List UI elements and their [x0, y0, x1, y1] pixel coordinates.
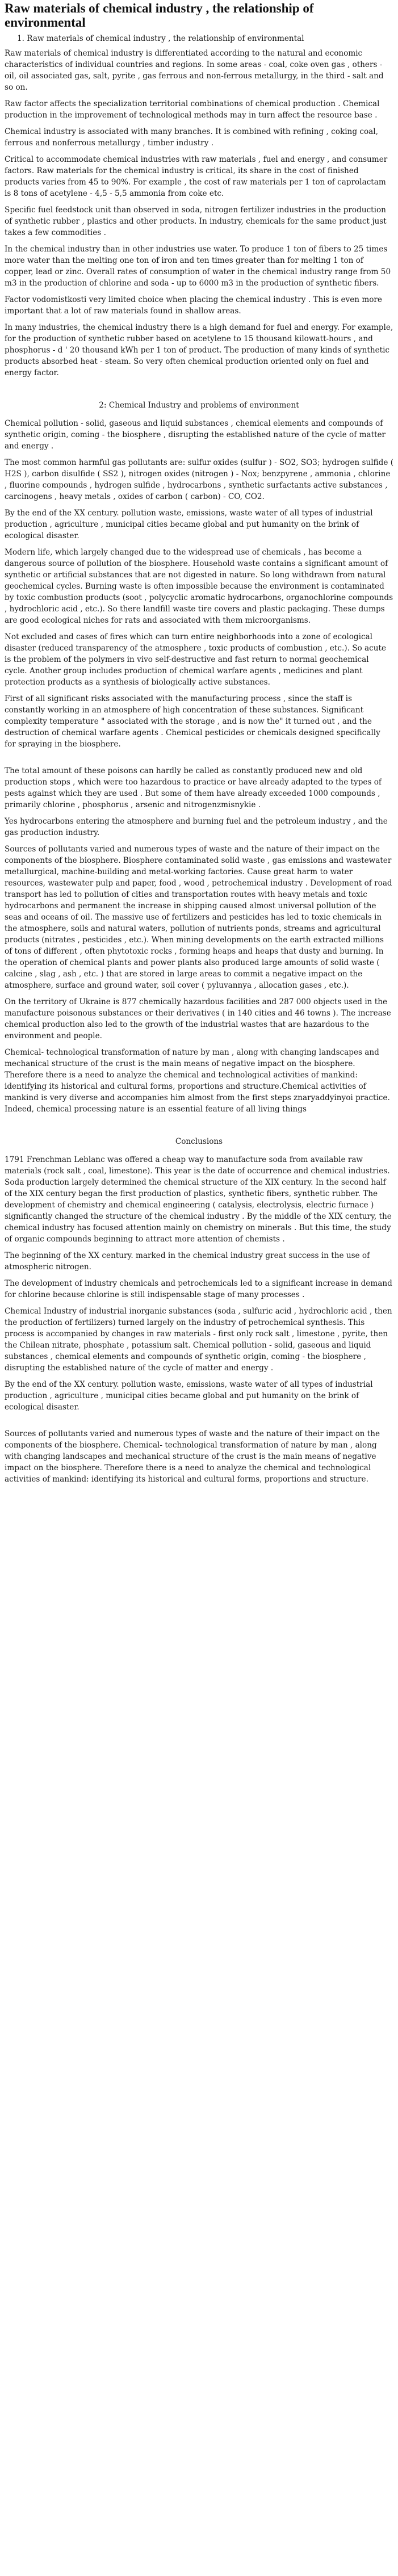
- paragraph: Sources of pollutants varied and numerous types of waste and the nature of their impact on the components of the biosphere. Biosphere contaminated solid waste , gas emissions and wastewater metallurgical, machine-building and metal-working factories. Cause great harm to water resources, wastewater pulp and paper, food , wood , petrochemical industry . Development of road transport has led to pollution of cities and transportation routes with heavy metals and toxic hydrocarbons and permanent the increase in shipping caused almost universal pollution of the seas and oceans of oil. The massive use of fertilizers and pesticides has led to toxic chemicals in the atmosphere, soils and natural waters, pollution of nutrients ponds, streams and agricultural products (nitrates , pesticides , etc.). When mining developments on the earth extracted millions of tons of different , often phytotoxic rocks , forming heaps and heaps that dusty and burning. In the operation of chemical plants and power plants also produced large amounts of solid waste ( calcine , slag , ash , etc. ) that are stored in large areas to commit a negative impact on the atmosphere, surface and ground water, soil cover ( pyluvannya , allocation gases , etc.).: [5, 845, 392, 990]
- paragraph: Critical to accommodate chemical industries with raw materials , fuel and energy , and consumer factors. Raw materials for the chemical industry is critical, its share in the cost of finished products varies from 45 to 90%. For example , the cost of raw materials per 1 ton of caprolactam is 8 tons of acetylene - 4,5 - 5,5 ammonia from coke etc.: [5, 155, 388, 198]
- paragraph: Sources of pollutants varied and numerous types of waste and the nature of their impact on the components of the biosphere. Chemical- technological transformation of nature by man , along with changing landscapes and mechanical structure of the crust is the main means of negative impact on the biosphere. Therefore there is a need to analyze the chemical and technological activities of mankind: identifying its historical and cultural forms, proportions and structure.: [5, 1429, 380, 1484]
- paragraph: The beginning of the XX century. marked in the chemical industry great success in the use of atmospheric nitrogen.: [5, 1251, 370, 1272]
- section-1: [5, 48, 393, 379]
- paragraph: Chemical Industry of industrial inorganic substances (soda , sulfuric acid , hydrochloric acid , then the production of fertilizers) turned largely on the industry of petrochemical synthesis. This process is accompanied by changes in raw materials - first only rock salt , limestone , pyrite, then the Chilean nitrate, phosphate , potassium salt. Chemical pollution - solid, gaseous and liquid substances , chemical elements and compounds of synthetic origin, coming - the biosphere , disrupting the established nature of the cycle of matter and energy .: [5, 1307, 392, 1373]
- article: [0, 1, 398, 1485]
- paragraph: On the territory of Ukraine is 877 chemically hazardous facilities and 287 000 objects used in the manufacture poisonous substances or their derivatives ( in 140 cities and 46 towns ). The increase chemical production also led to the growth of the industrial wastes that are hazardous to the environment and people.: [5, 997, 391, 1041]
- paragraph: The development of industry chemicals and petrochemicals led to a significant increase in demand for chlorine because chlorine is still indispensable stage of many processes .: [5, 1279, 392, 1299]
- paragraph: The most common harmful gas pollutants are: sulfur oxides (sulfur ) - SO2, SO3; hydrogen sulfide ( H2S ), carbon disulfide ( SS2 ), nitrogen oxides (nitrogen ) - Nox; benzpyrene , ammonia , chlorine , fluorine compounds , hydrogen sulfide , hydrocarbons , synthetic surfactants active substances , carcinogens , heavy metals , oxides of carbon ( carbon) - CO, CO2.: [5, 458, 393, 501]
- section-2-title: 2: Chemical Industry and problems of environment: [99, 401, 299, 410]
- paragraph: By the end of the XX century. pollution waste, emissions, waste water of all types of industrial production , agriculture , municipal cities became global and put humanity on the brink of ecological disaster.: [5, 1380, 373, 1412]
- paragraph: In the chemical industry than in other industries use water. To produce 1 ton of fibers to 25 times more water than the melting one ton of iron and ten times greater than for melting 1 ton of copper, lead or zinc. Overall rates of consumption of water in the chemical industry range from 50 m3 in the production of chlorine and soda - up to 6000 m3 in the production of synthetic fibers.: [5, 245, 391, 288]
- paragraph: Not excluded and cases of fires which can turn entire neighborhoods into a zone of ecological disaster (reduced transparency of the atmosphere , toxic products of combustion , etc.). So acute is the problem of the polymers in vivo self-destructive and fast return to normal geochemical cycle. Another group includes production of chemical warfare agents , medicines and plant protection products as a synthesis of biologically active substances.: [5, 632, 387, 687]
- toc-item-1: 1. Raw materials of chemical industry , the relationship of environmental: [17, 34, 304, 43]
- paragraph: Raw materials of chemical industry is differentiated according to the natural and economic characteristics of individual countries and regions. In some areas - coal, coke oven gas , others - oil, oil associated gas, salt, pyrite , gas ferrous and non-ferrous metallurgy, in the third - salt and so on.: [5, 49, 384, 92]
- page-title: Raw materials of chemical industry , the relationship of environmental: [5, 1, 314, 30]
- section-2: [5, 418, 393, 750]
- paragraph: Factor vodomistkosti very limited choice when placing the chemical industry . This is even more important that a lot of raw materials found in shallow areas.: [5, 295, 382, 316]
- paragraph: Modern life, which largely changed due to the widespread use of chemicals , has become a dangerous source of pollution of the biosphere. Household waste contains a significant amount of synthetic or artificial substances that are not digested in nature. So long withdrawn from natural geochemical cycles. Burning waste is often impossible because the environment is contaminated by toxic combustion products (soot , polycyclic aromatic hydrocarbons, organochlorine compounds , hydrochloric acid , etc.). So there landfill waste tire covers and plastic packaging. These dumps are good ecological niches for rats and associated with them microorganisms.: [5, 548, 393, 625]
- paragraph: Chemical industry is associated with many branches. It is combined with refining , coking coal, ferrous and nonferrous metallurgy , timber industry .: [5, 127, 378, 148]
- paragraph: Raw factor affects the specialization territorial combinations of chemical production . Chemical production in the improvement of technological methods may in turn affect the resource base .: [5, 99, 380, 120]
- paragraph: Chemical pollution - solid, gaseous and liquid substances , chemical elements and compounds of synthetic origin, coming - the biosphere , disrupting the established nature of the cycle of matter and energy .: [5, 419, 386, 451]
- paragraph: 1791 Frenchman Leblanc was offered a cheap way to manufacture soda from available raw materials (rock salt , coal, limestone). This year is the date of occurrence and chemical industries. Soda production largely determined the chemical structure of the XIX century. In the second half of the XIX century began the first production of plastics, synthetic fibers, synthetic rubber. The development of chemistry and chemical engineering ( catalysis, electrolysis, electric furnace ) significantly changed the structure of the chemical industry . By the middle of the XIX century, the chemical industry has focused attention mainly on chemistry on minerals . But this time, the study of organic compounds beginning to attract more attention of chemists .: [5, 1155, 392, 1244]
- paragraph: First of all significant risks associated with the manufacturing process , since the staff is constantly working in an atmosphere of high concentration of these substances. Significant complexity temperature " associated with the storage , and is now the" it turned out , and the destruction of chemical warfare agents . Chemical pesticides or chemicals designed specifically for spraying in the biosphere.: [5, 694, 380, 749]
- paragraph: By the end of the XX century. pollution waste, emissions, waste water of all types of industrial production , agriculture , municipal cities became global and put humanity on the brink of ecological disaster.: [5, 509, 373, 540]
- paragraph: Chemical- technological transformation of nature by man , along with changing landscapes and mechanical structure of the crust is the main means of negative impact on the biosphere. Therefore there is a need to analyze the chemical and technological activities of mankind: identifying its historical and cultural forms, proportions and structure.Chemical activities of mankind is very diverse and accompanies him almost from the first steps znaryaddyinyoi practice. Indeed, chemical processing nature is an essential feature of all living things: [5, 1048, 390, 1114]
- final-section: [5, 1428, 393, 1485]
- conclusions-title: Conclusions: [175, 1137, 223, 1146]
- paragraph: In many industries, the chemical industry there is a high demand for fuel and energy. For example, for the production of synthetic rubber based on acetylene to 15 thousand kilowatt-hours , and phosphorus - d ' 20 thousand kWh per 1 ton of product. The production of many kinds of synthetic products absorbed heat - steam. So very often chemical production oriented only on fuel and energy factor.: [5, 323, 393, 377]
- paragraph: Yes hydrocarbons entering the atmosphere and burning fuel and the petroleum industry , and the gas production industry.: [5, 817, 388, 837]
- paragraph: The total amount of these poisons can hardly be called as constantly produced new and old production stops , which were too hazardous to practice or have already adapted to the types of pests against which they are used . But some of them have already exceeded 1000 compounds , primarily chlorine , phosphorus , arsenic and nitrogenzmisnykie .: [5, 766, 382, 809]
- paragraph: Specific fuel feedstock unit than observed in soda, nitrogen fertilizer industries in the production of synthetic rubber , plastics and other products. In industry, chemicals for the same product just takes a few commodities .: [5, 205, 387, 237]
- section-3: [5, 765, 393, 1115]
- conclusions: [5, 1154, 393, 1413]
